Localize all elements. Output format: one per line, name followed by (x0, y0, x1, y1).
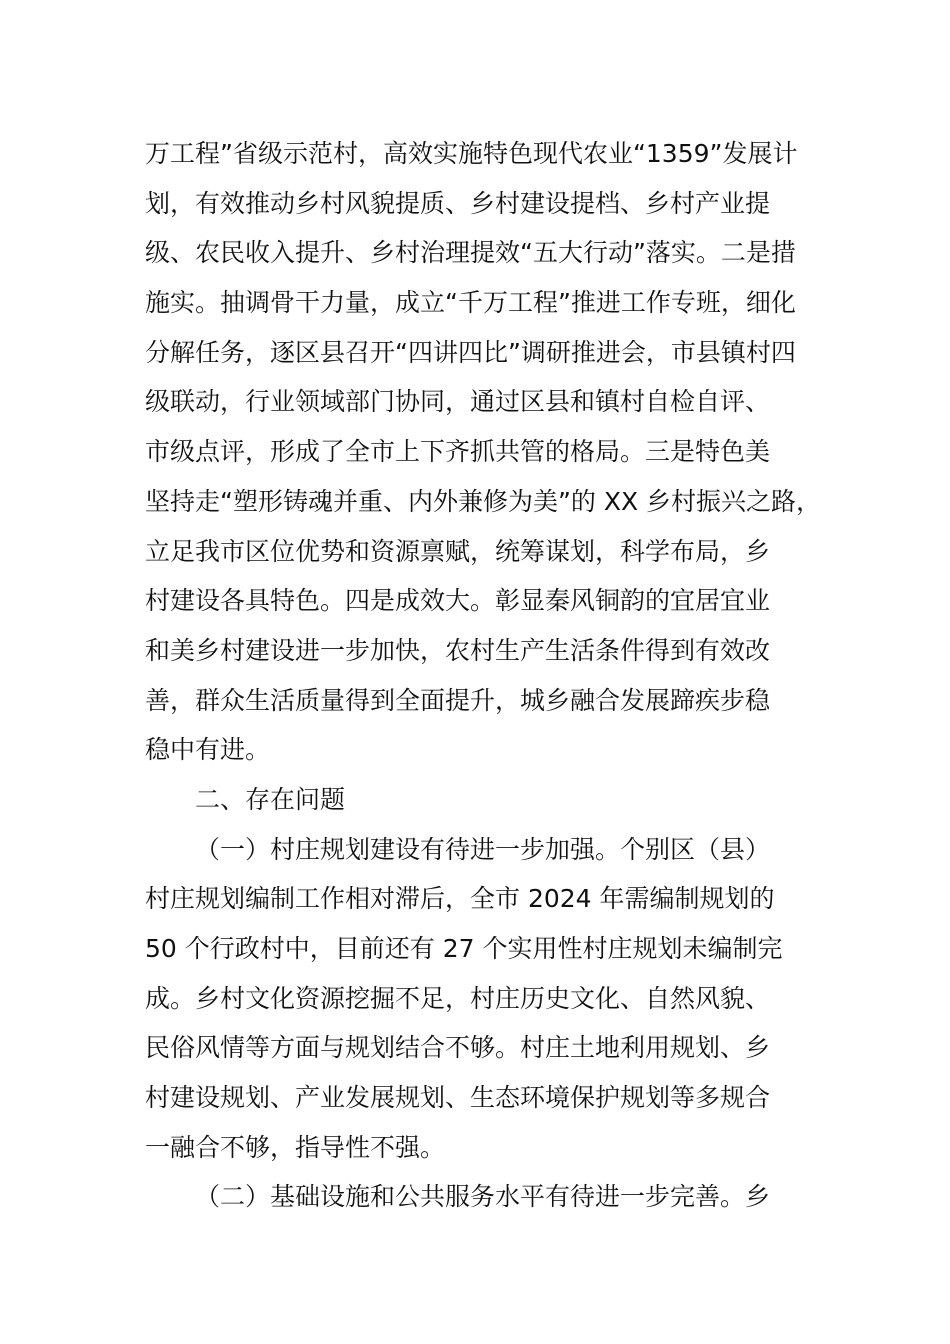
body-line: 级联动，行业领域部门协同，通过区县和镇村自检自评、 (145, 387, 771, 417)
body-line: 坚持走“塑形铸魂并重、内外兼修为美”的 XX 乡村振兴之路， (145, 486, 822, 516)
body-line: 成。乡村文化资源挖掘不足，村庄历史文化、自然风貌、 (145, 983, 771, 1013)
section-heading: 二、存在问题 (195, 784, 346, 814)
subsection-heading: （二）基础设施和公共服务水平有待进一步完善。乡 (195, 1182, 771, 1212)
subsection-heading: （一）村庄规划建设有待进一步加强。个别区（县） (195, 834, 771, 864)
body-line: 立足我市区位优势和资源禀赋，统筹谋划，科学布局，乡 (145, 536, 771, 566)
body-line: 和美乡村建设进一步加快，农村生产生活条件得到有效改 (145, 635, 771, 665)
body-line: 分解任务，逐区县召开“四讲四比”调研推进会，市县镇村四 (145, 337, 796, 367)
body-line: 级、农民收入提升、乡村治理提效“五大行动”落实。二是措 (145, 238, 796, 268)
body-line: 村建设规划、产业发展规划、生态环境保护规划等多规合 (145, 1083, 771, 1113)
body-line: 施实。抽调骨干力量，成立“千万工程”推进工作专班，细化 (145, 288, 796, 318)
document-body (145, 129, 845, 1222)
body-line: 万工程”省级示范村，高效实施特色现代农业“1359”发展计 (145, 139, 798, 168)
body-line: 民俗风情等方面与规划结合不够。村庄土地利用规划、乡 (145, 1033, 771, 1063)
body-line: 市级点评，形成了全市上下齐抓共管的格局。三是特色美 (145, 437, 771, 467)
body-line: 村庄规划编制工作相对滞后，全市 2024 年需编制规划的 (145, 884, 775, 914)
body-line: 一融合不够，指导性不强。 (145, 1132, 446, 1162)
body-line: 划，有效推动乡村风貌提质、乡村建设提档、乡村产业提 (145, 188, 771, 218)
body-line: 稳中有进。 (145, 735, 271, 765)
body-line: 50 个行政村中，目前还有 27 个实用性村庄规划未编制完 (145, 934, 783, 963)
body-line: 村建设各具特色。四是成效大。彰显秦风铜韵的宜居宜业 (145, 586, 771, 616)
body-line: 善，群众生活质量得到全面提升，城乡融合发展蹄疾步稳 (145, 685, 771, 715)
